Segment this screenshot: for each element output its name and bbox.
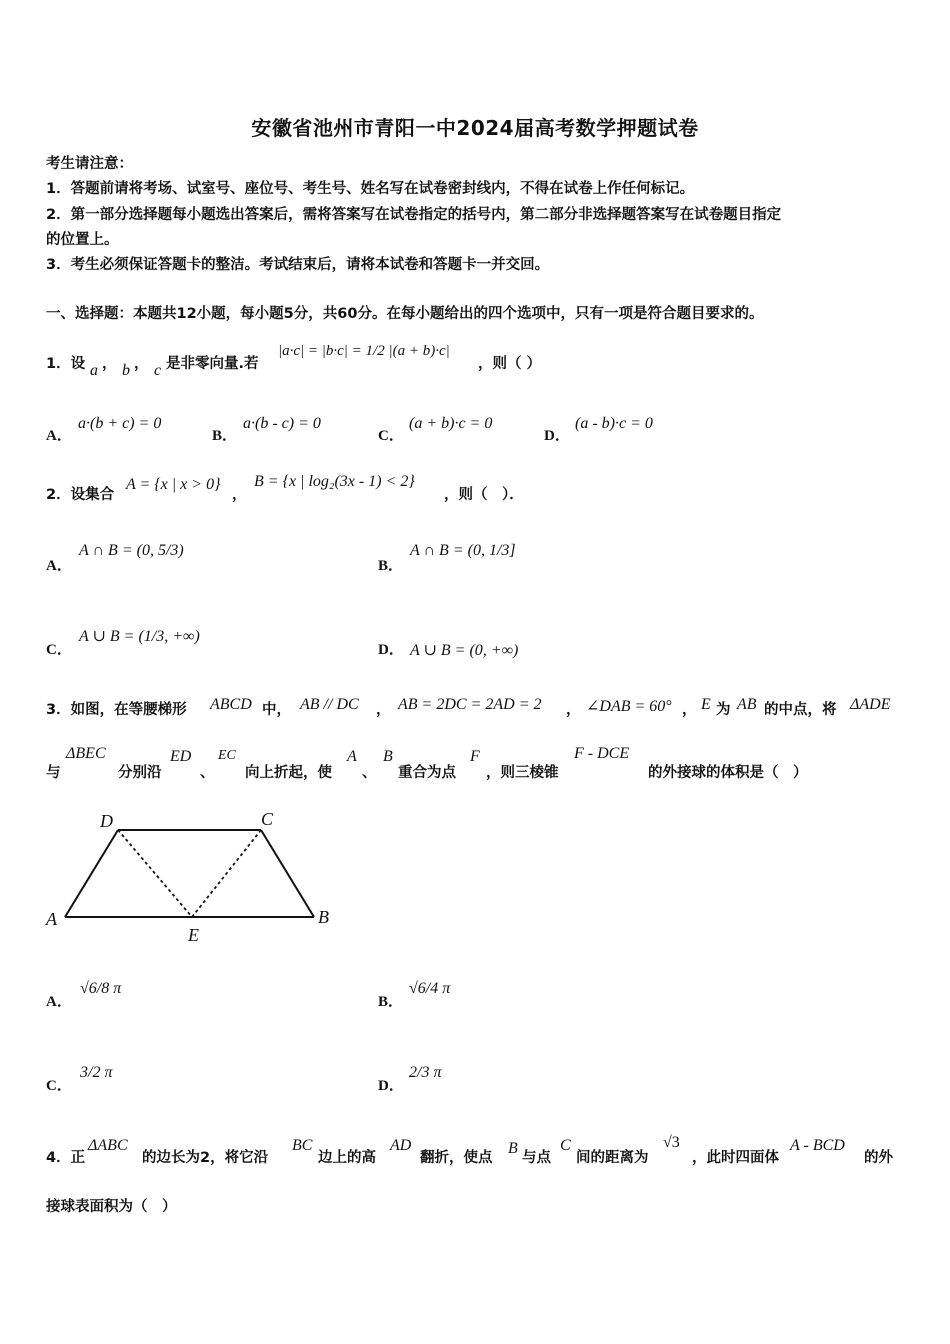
q4-l1-t14: 的外 — [864, 1150, 893, 1166]
q4-l1-t10: 间的距离为 — [576, 1150, 649, 1166]
q4-l1-t9: C — [560, 1137, 571, 1154]
q2-option-d-label: D． — [378, 642, 404, 658]
q1-option-b: a·(b - c) = 0 — [243, 415, 321, 432]
q3-l2-t3: ED — [170, 748, 192, 765]
q2-option-c-label: C． — [46, 642, 72, 658]
label-a: A — [46, 909, 57, 929]
q4-l1-t2: 的边长为2，将它沿 — [142, 1150, 269, 1166]
q4-l1-t7: B — [508, 1140, 518, 1157]
q1-option-c: (a + b)·c = 0 — [409, 415, 493, 432]
q3-option-c: 3/2 π — [80, 1064, 113, 1081]
notice-item-2: 2．第一部分选择题每小题选出答案后，需将答案写在试卷指定的括号内，第二部分非选择题答案写在试卷题目指定 — [46, 207, 782, 223]
notice-heading: 考生请注意： — [46, 156, 133, 172]
q3-l2-t0: 与 — [46, 765, 61, 781]
label-e: E — [188, 925, 199, 945]
q3-l1-t11: AB — [737, 696, 757, 713]
section-heading: 一、选择题：本题共12小题，每小题5分，共60分。在每小题给出的四个选项中，只有一项是符合题目要求的。 — [46, 306, 764, 322]
q3-l2-t7: A — [347, 748, 357, 765]
edge-ad — [65, 830, 118, 917]
q4-l1-t4: 边上的高 — [318, 1150, 376, 1166]
q1-option-c-label: C． — [378, 428, 404, 444]
q3-l2-t2: 分别沿 — [118, 765, 162, 781]
q1-prefix: 1．设 — [46, 356, 86, 372]
q3-l2-t5: EC — [218, 748, 236, 763]
q3-l1-t7: ∠DAB = 60° — [586, 698, 672, 715]
edge-de-dashed — [118, 830, 192, 917]
q2-comma: ， — [232, 487, 247, 503]
notice-item-3: 3．考生必须保证答题卡的整洁。考试结束后，请将本试卷和答题卡一并交回。 — [46, 257, 550, 273]
q3-l1-t3: AB // DC — [300, 696, 359, 713]
edge-cb — [261, 830, 314, 917]
q2-suffix: ，则（ ）． — [444, 487, 524, 503]
q3-l1-t5: AB = 2DC = 2AD = 2 — [398, 696, 542, 713]
q3-l1-t4: ， — [376, 702, 391, 718]
q2-prefix: 2．设集合 — [46, 487, 115, 503]
q4-l1-t8: 与点 — [522, 1150, 551, 1166]
q3-l2-t12: ，则三棱锥 — [486, 765, 559, 781]
q1-suffix: ，则（ ） — [478, 356, 542, 372]
q2-option-b-label: B． — [378, 558, 404, 574]
q2-option-a-label: A． — [46, 558, 72, 574]
q2-set-b: B = {x | log₂(3x - 1) < 2} — [254, 473, 415, 490]
q1-vector-c: c — [154, 362, 162, 379]
label-d: D — [100, 811, 113, 831]
q1-option-a-label: A． — [46, 428, 72, 444]
edge-ce-dashed — [192, 830, 261, 917]
q3-l2-t11: F — [470, 748, 480, 765]
q3-option-a-label: A． — [46, 994, 72, 1010]
q2-option-a: A ∩ B = (0, 5/3) — [79, 542, 184, 559]
label-b: B — [318, 907, 329, 927]
q3-option-d-label: D． — [378, 1078, 404, 1094]
q4-l1-t11: √3 — [663, 1134, 680, 1151]
q3-l1-t6: ， — [566, 702, 581, 718]
q3-l1-t0: 3．如图，在等腰梯形 — [46, 702, 187, 718]
q4-l1-t13: A - BCD — [790, 1137, 845, 1154]
q1-option-d: (a - b)·c = 0 — [575, 415, 653, 432]
q1-option-b-label: B． — [212, 428, 238, 444]
q3-l1-t13: ΔADE — [850, 696, 891, 713]
q3-option-d: 2/3 π — [409, 1064, 442, 1081]
q1-comma-1: ， — [102, 356, 117, 372]
q3-l1-t12: 的中点，将 — [764, 702, 837, 718]
q2-option-b: A ∩ B = (0, 1/3] — [410, 542, 516, 559]
q3-l2-t4: 、 — [200, 765, 215, 781]
label-c: C — [261, 809, 274, 829]
q3-option-b: √6/4 π — [409, 980, 451, 997]
q3-l1-t8: ， — [682, 702, 697, 718]
q1-vector-b: b — [122, 362, 130, 379]
notice-item-1: 1．答题前请将考场、试室号、座位号、考生号、姓名写在试卷密封线内，不得在试卷上作任何标记。 — [46, 181, 695, 197]
q4-line-2: 接球表面积为（ ） — [46, 1199, 177, 1215]
q2-set-a: A = {x | x > 0} — [126, 476, 221, 493]
q3-l2-t9: B — [383, 748, 393, 765]
q3-option-a: √6/8 π — [80, 980, 122, 997]
q3-l2-t10: 重合为点 — [398, 765, 456, 781]
q3-option-c-label: C． — [46, 1078, 72, 1094]
q4-l1-t6: 翻折，使点 — [420, 1150, 493, 1166]
q1-condition: |a·c| = |b·c| = 1/2 |(a + b)·c| — [278, 343, 450, 359]
q1-option-a: a·(b + c) = 0 — [78, 415, 162, 432]
q3-l2-t8: 、 — [362, 765, 377, 781]
q1-option-d-label: D． — [544, 428, 570, 444]
q4-l1-t3: BC — [292, 1137, 313, 1154]
q4-l1-t5: AD — [390, 1137, 412, 1154]
q3-l2-t6: 向上折起，使 — [245, 765, 332, 781]
q4-l1-t1: ΔABC — [88, 1137, 128, 1154]
trapezoid-figure — [40, 805, 350, 950]
q1-mid: 是非零向量.若 — [166, 356, 259, 372]
q3-l2-t1: ΔBEC — [66, 745, 106, 762]
q4-l1-t12: ，此时四面体 — [692, 1150, 779, 1166]
exam-title: 安徽省池州市青阳一中2024届高考数学押题试卷 — [251, 116, 699, 140]
q3-l1-t1: ABCD — [210, 696, 252, 713]
q3-option-b-label: B． — [378, 994, 404, 1010]
q3-l1-t2: 中， — [262, 702, 291, 718]
q2-option-d: A ∪ B = (0, +∞) — [410, 642, 519, 659]
q3-l2-t13: F - DCE — [574, 745, 630, 762]
q3-l1-t10: 为 — [716, 702, 731, 718]
q2-option-c: A ∪ B = (1/3, +∞) — [79, 628, 200, 645]
q3-l2-t14: 的外接球的体积是（ ） — [648, 765, 808, 781]
q4-l1-t0: 4．正 — [46, 1150, 86, 1166]
q1-vector-a: a — [90, 362, 98, 379]
q1-comma-2: ， — [134, 356, 149, 372]
q3-l1-t9: E — [701, 696, 711, 713]
notice-item-2-cont: 的位置上。 — [46, 232, 119, 248]
